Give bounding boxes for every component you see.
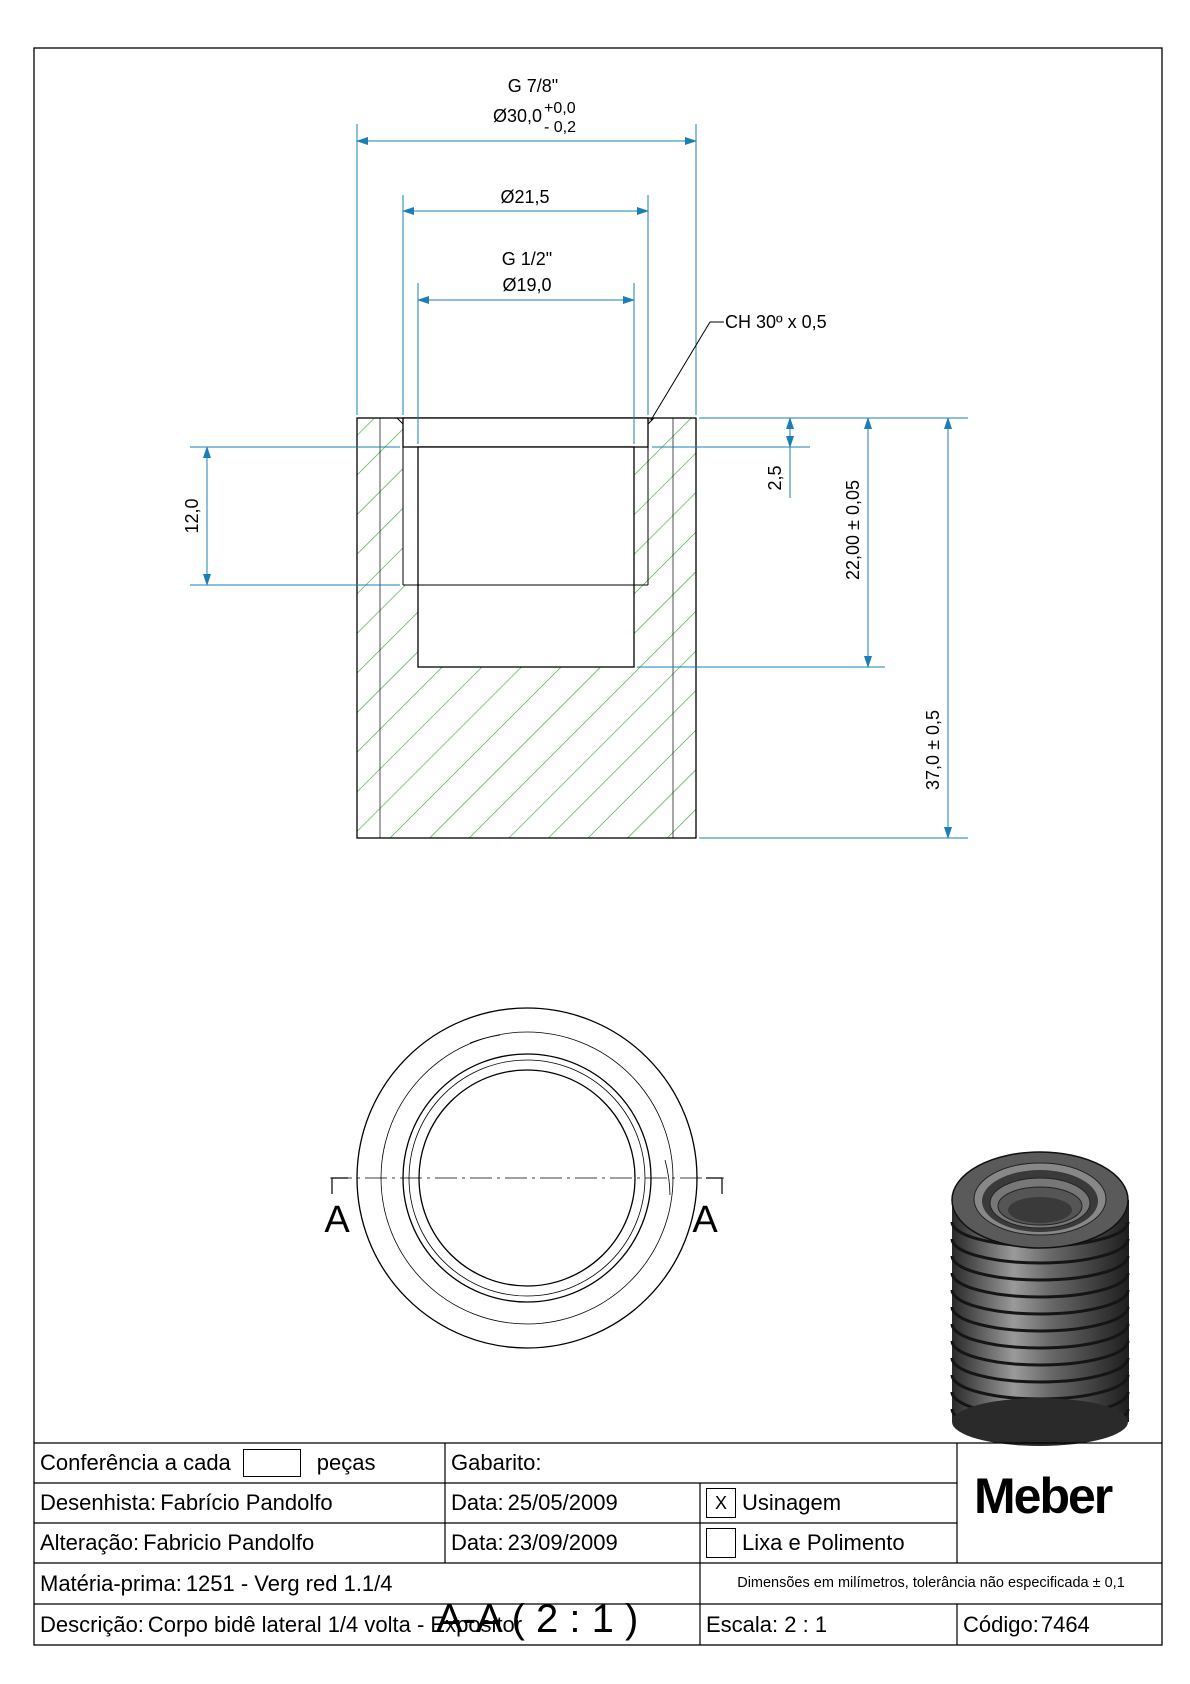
dim-d19: Ø19,0 xyxy=(502,275,552,295)
usinagem-cell xyxy=(700,1483,957,1523)
dim-d30-tol-minus: - 0,2 xyxy=(544,119,577,136)
lixa-cell xyxy=(700,1523,957,1563)
materia-label: Matéria-prima: xyxy=(40,1570,182,1596)
dim-d30-tol-plus: +0,0 xyxy=(544,100,576,117)
lixa-label: Lixa e Polimento xyxy=(742,1530,905,1555)
section-label-left: A xyxy=(324,1199,350,1241)
desenhista-value: Fabrício Pandolfo xyxy=(160,1490,333,1515)
codigo-value: 7464 xyxy=(1040,1611,1090,1637)
conferencia-qty-input[interactable] xyxy=(243,1449,301,1477)
data1-label: Data: xyxy=(451,1490,504,1515)
escala-cell: Escala: 2 : 1 xyxy=(706,1611,828,1637)
conferencia-pecas: peças xyxy=(316,1450,376,1475)
dim-g78: G 7/8" xyxy=(507,76,559,96)
section-view-title: A-A ( 2 : 1 ) xyxy=(436,1597,639,1641)
codigo-cell xyxy=(957,1604,1162,1645)
alteracao-value: Fabricio Pandolfo xyxy=(143,1530,315,1555)
dim-g12: G 1/2" xyxy=(501,249,553,269)
usinagem-label: Usinagem xyxy=(742,1490,842,1515)
data1-cell xyxy=(445,1483,700,1523)
conferencia-cell xyxy=(34,1443,445,1483)
dim-h37: 37,0 ± 0,5 xyxy=(923,710,943,790)
alteracao-label: Alteração: xyxy=(40,1530,140,1555)
gabarito-label: Gabarito: xyxy=(451,1450,542,1475)
desenhista-cell xyxy=(34,1483,445,1523)
conferencia-label: Conferência a cada xyxy=(40,1450,231,1475)
codigo-label: Código: xyxy=(963,1611,1039,1637)
dim-h25: 2,5 xyxy=(765,465,785,491)
dim-h22: 22,00 ± 0,05 xyxy=(843,480,863,580)
dim-h12: 12,0 xyxy=(182,498,202,534)
dim-d30: Ø30,0 xyxy=(492,106,542,126)
materia-value: 1251 - Verg red 1.1/4 xyxy=(185,1570,393,1596)
data2-label: Data: xyxy=(451,1530,504,1555)
alteracao-cell xyxy=(34,1523,445,1563)
counterbore xyxy=(403,418,648,447)
data2-cell xyxy=(445,1523,700,1563)
dim-chamfer: CH 30º x 0,5 xyxy=(725,312,827,332)
gabarito-cell xyxy=(445,1443,957,1483)
section-label-right: A xyxy=(692,1199,718,1241)
lixa-checkbox[interactable] xyxy=(706,1528,736,1558)
isometric-view xyxy=(952,1152,1129,1446)
data2-value: 23/09/2009 xyxy=(507,1530,618,1555)
dimensoes-note: Dimensões em milímetros, tolerância não especificada ± 0,1 xyxy=(737,1575,1125,1592)
chamfer-leader xyxy=(651,322,724,420)
data1-value: 25/05/2009 xyxy=(507,1490,618,1515)
usinagem-checkbox[interactable]: X xyxy=(706,1488,736,1518)
bore xyxy=(418,447,634,667)
section-view xyxy=(357,418,696,838)
company-logo: Meber xyxy=(974,1468,1112,1524)
desenhista-label: Desenhista: xyxy=(40,1490,157,1515)
descricao-value: Corpo bidê lateral 1/4 volta - Expositor xyxy=(147,1611,523,1637)
dim-d215: Ø21,5 xyxy=(500,187,550,207)
top-view xyxy=(330,1008,724,1348)
descricao-label: Descrição: xyxy=(40,1611,144,1637)
